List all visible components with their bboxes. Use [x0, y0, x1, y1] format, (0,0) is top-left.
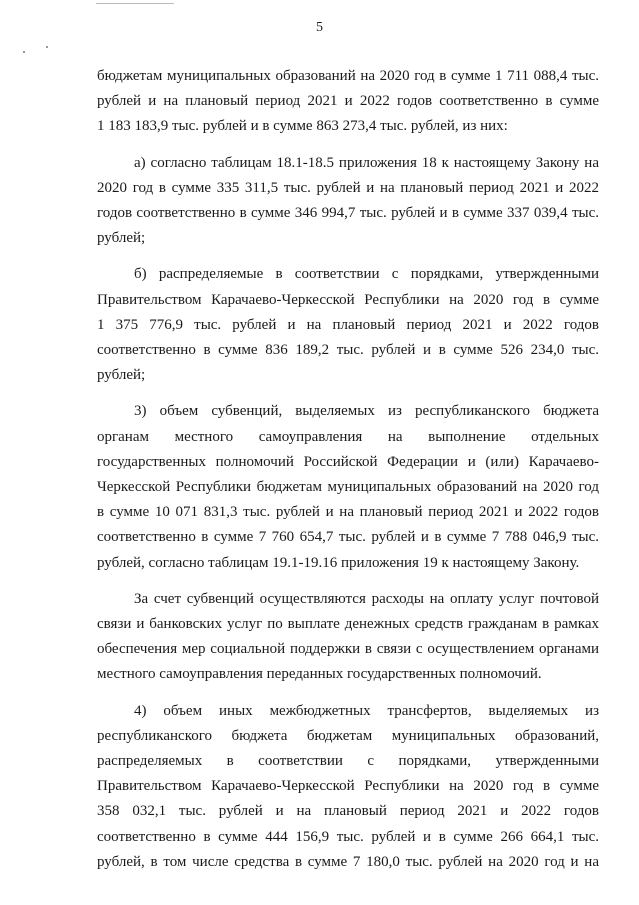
text-line: 1 375 776,9 тыс. рублей и на плановый период 2021 и 2022 годов [97, 316, 599, 333]
text-line: республиканского бюджета бюджетам муниципальных образований, [97, 727, 599, 744]
text-line: бюджетам муниципальных образований на 2020 год в сумме 1 711 088,4 тыс. [97, 68, 599, 84]
text-line: соответственно в сумме 836 189,2 тыс. рублей и в сумме 526 234,0 тыс. [97, 342, 599, 359]
text-line: соответственно в сумме 7 760 654,7 тыс. рублей и в сумме 7 788 046,9 тыс. [97, 529, 599, 546]
scan-top-rule [96, 3, 174, 4]
text-line: органам местного самоуправления на выполнение отдельных [97, 428, 599, 445]
text-line: в сумме 10 071 831,3 тыс. рублей и на плановый период 2021 и 2022 годов [97, 504, 599, 521]
page-number: 5 [316, 20, 323, 35]
paragraph-item-3 [97, 399, 599, 575]
text-line: Черкесской Республики бюджетам муниципальных образований на 2020 год [97, 479, 599, 496]
text-line: 358 032,1 тыс. рублей и на плановый период 2021 и 2022 годов [97, 803, 599, 820]
text-line: 1 183 183,9 тыс. рублей и в сумме 863 273,4 тыс. рублей, из них: [97, 118, 508, 135]
scan-speck [46, 46, 48, 48]
paragraph-item-a [97, 151, 599, 252]
text-line: 2020 год в сумме 335 311,5 тыс. рублей и на плановый период 2021 и 2022 [97, 179, 599, 196]
paragraph-item-b [97, 262, 599, 388]
text-line: рублей; [97, 230, 146, 247]
text-line: государственных полномочий Российской Федерации и (или) Карачаево- [97, 453, 599, 470]
text-line: рублей, в том числе средства в сумме 7 180,0 тыс. рублей на 2020 год и на [97, 853, 599, 870]
text-line: годов соответственно в сумме 346 994,7 тыс. рублей и в сумме 337 039,4 тыс. [97, 205, 599, 222]
text-line: Правительством Карачаево-Черкесской Республики на 2020 год в сумме [97, 778, 599, 795]
scan-speck [23, 51, 25, 53]
text-line: 4) объем иных межбюджетных трансфертов, выделяемых из [134, 702, 599, 719]
text-line: обеспечения мер социальной поддержки в связи с осуществлением органами [97, 641, 599, 658]
text-line: местного самоуправления переданных государственных полномочий. [97, 666, 542, 683]
text-line: 3) объем субвенций, выделяемых из республиканского бюджета [134, 403, 599, 420]
text-line: связи и банковских услуг по выплате денежных средств гражданам в рамках [97, 616, 599, 633]
text-line: б) распределяемые в соответствии с порядками, утвержденными [134, 266, 599, 283]
text-line: распределяемых в соответствии с порядками, утвержденными [97, 753, 599, 770]
text-line: рублей, согласно таблицам 19.1-19.16 приложения 19 к настоящему Закону. [97, 554, 580, 571]
text-line: соответственно в сумме 444 156,9 тыс. рублей и в сумме 266 664,1 тыс. [97, 828, 599, 845]
text-line: рублей и на плановый период 2021 и 2022 годов соответственно в сумме [97, 93, 599, 110]
text-line: рублей; [97, 367, 146, 384]
paragraph-subventions [97, 587, 599, 688]
paragraph-item-4 [97, 699, 599, 875]
text-line: Правительством Карачаево-Черкесской Республики на 2020 год в сумме [97, 291, 599, 308]
paragraph-continuation [97, 64, 599, 140]
text-line: а) согласно таблицам 18.1-18.5 приложения 18 к настоящему Закону на [134, 154, 599, 171]
document-body [97, 64, 599, 875]
text-line: За счет субвенций осуществляются расходы на оплату услуг почтовой [134, 590, 599, 607]
